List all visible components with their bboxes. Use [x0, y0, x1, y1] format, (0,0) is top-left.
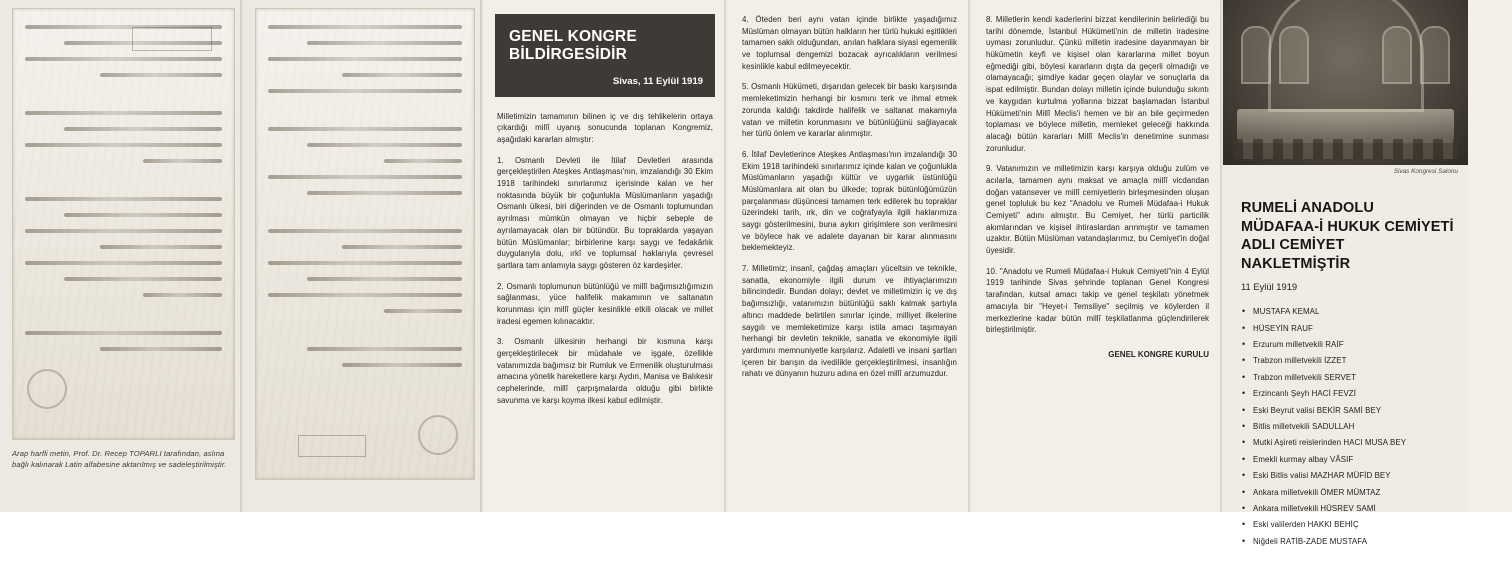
list-item: • Bitlis milletvekili SADULLAH — [1241, 423, 1454, 439]
photo-window — [1420, 26, 1450, 84]
facsimile-caption: Arap harfli metin, Prof. Dr. Recep TOPARLI tarafından, aslına bağlı kalınarak Latin alfabesine aktarılmış ve sadeleştirilmiştir. — [12, 449, 227, 469]
manuscript-stamp — [27, 369, 67, 409]
declaration-body-2 — [742, 14, 957, 380]
article-2: 2. Osmanlı toplumunun bütünlüğü ve millî bağımsızlığımızın sağlanması, yüce halifelik makamının ve saltanatın korunması için millî güçler kesinlikle etkili olacak ve millet iradesi egemen kılınacaktır. — [497, 281, 713, 326]
photo-window — [1241, 26, 1271, 84]
article-6: 6. İtilaf Devletlerince Ateşkes Antlaşması'nın imzalandığı 30 Ekim 1918 tarihindeki sınırlarımız içinde kalan ve çoğunlukla Müslümanların yaşadığı kültür ve uygarlık üstünlüğü Müslümanlara ait olan bu ülkede; toprak bütünlüğümüzün parçalanması düşüncesi tamamen terk edilerek bu topraklar üzerindeki tarih, ırk, din ve coğrafyayla ilgili haklarımıza saygı gösterilmesini, buna aykırı girişimlere son verilmesini ve böylece hak ve adalete dayanan bir karar alınmasını beklemekteyiz. — [742, 149, 957, 253]
fold-line — [1220, 0, 1223, 512]
title-block — [495, 14, 715, 97]
list-item: • HÜSEYİN RAUF — [1241, 325, 1454, 341]
page-title: GENEL KONGRE BİLDİRGESİDİR — [509, 28, 637, 63]
title-subtitle: Sivas, 11 Eylül 1919 — [612, 75, 703, 87]
fold-line — [480, 0, 483, 512]
manuscript-panel-left — [0, 0, 243, 512]
list-item: • Mutki Aşireti reislerinden HACI MUSA BEY — [1241, 439, 1454, 455]
photo-window — [1382, 26, 1412, 84]
list-item: • Ankara milletvekili ÖMER MÜMTAZ — [1241, 489, 1454, 505]
list-item: • Emekli kurmay albay VÂSIF — [1241, 456, 1454, 472]
congress-hall-photo — [1223, 0, 1468, 165]
member-list — [1241, 308, 1454, 554]
manuscript-panel-right — [243, 0, 483, 512]
article-3: 3. Osmanlı ülkesinin herhangi bir kısmına karşı gerçekleştirilecek bir müdahale ve işgale, özellikle vatanımızda bağımsız bir Rumluk ve Ermenilik oluşturulması amacına yönelik hareketlere karşı Aydın, Manisa ve Balıkesir cephelerinde, millî çarpışmalarda olduğu gibi birlikte savunma ve karşı koyma ilkesi kabul edilmiştir. — [497, 337, 713, 405]
declaration-panel-3 — [971, 0, 1223, 512]
list-item: • Trabzon milletvekili SERVET — [1241, 374, 1454, 390]
article-1: 1. Osmanlı Devleti ile İtilaf Devletleri arasında gerçekleştirilen Ateşkes Antlaşması'nın, imzalandığı 30 Ekim 1918 tarihindeki sınırlarımız içerisinde kalan ve her noktasında büyük bir çoğunlukla Müslümanların yaşadığı Osmanlı ülkesi, biri diğerinden ve de Osmanlı toplumundan ayrılması mümkün olmayan ve hiçbir sebeple de ayrılamayacak olan bir bütündür. Bu topraklarda yaşayan bütün Müslümanlar; birbirlerine karşı saygı ve fedakârlık duygularıyla dolu, ırkî ve toplumsal haklarıyla çevresel şartlara tam anlamıyla saygı gösteren öz kardeşirler. — [497, 155, 713, 270]
manuscript-stamp-2 — [418, 415, 458, 455]
manuscript-facsimile-image-2 — [255, 8, 475, 480]
list-item: • Trabzon milletvekili İZZET — [1241, 357, 1454, 373]
article-7: 7. Milletimiz; insanî, çağdaş amaçları yüceltsin ve teknikle, sanatla, ekonomiyle ilgili durum ve ihtiyaçlarımızın bilincindedir. Bundan dolayı; devlet ve milletimizin iç ve dış bağımsızlığı, vatanımızın bütünlüğü saklı kalmak şartıyla altıncı maddede belirtilen sınırlar içinde, milliyet ilkelerine saygılı ve memleketimize karşı istila amacı taşımayan herhangi bir devletin teknikle, sanatla ve ekonomiyle ilgili yardımını memnuniyetle karşılarız. Adaletli ve insani şartları içeren bir barışın da ivedilikle gerçekleştirilmesi, insanlığın rahatı ve dünyanın huzuru adına en özel millî arzumuzdur. — [742, 264, 957, 379]
photo-window — [1279, 26, 1309, 84]
manuscript-facsimile-image — [12, 8, 235, 440]
manuscript-signature-box — [298, 435, 366, 457]
photo-caption: Sivas Kongresi Salonu — [1393, 168, 1458, 175]
manuscript-script-lines-2 — [268, 25, 462, 467]
list-item: • Eski valilerden HAKKI BEHİÇ — [1241, 521, 1454, 537]
article-9: 9. Vatanımızın ve milletimizin karşı karşıya olduğu zulüm ve acılarla, tamamen aynı maksat ve amaçla millî vicdandan doğan vatansever ve millî cemiyetlerin birleşmesinden oluşan genel topluluk bu kez "Anadolu ve Rumeli Müdafaa-i Hukuk Cemiyeti" adını almıştır. Bu Cemiyet, her türlü particilik akımlarından ve kişisel ihtiraslardan arınmıştır ve tamamen uzaktır. Bütün Müslüman vatandaşlarımız, bu Cemiyet'in doğal üyesidir. — [986, 164, 1209, 256]
article-4: 4. Öteden beri aynı vatan içinde birlikte yaşadığımız Müslüman olmayan bütün halkların her türlü hukuki eşitlikleri tamamen saklı olduğundan, anılan halklara siyasi egemenlik ve toplumsal dengemizi bozacak ayrıcalıkların verilmesi kesinlikle kabul edilmeyecektir. — [742, 15, 957, 71]
signature-line: GENEL KONGRE KURULU — [1108, 349, 1209, 359]
article-8: 8. Milletlerin kendi kaderlerini bizzat kendilerinin belirlediği bu tarihi dönemde, İstanbul Hükümeti'nin de milletin iradesine uyması zorunludur. Çünkü milletin iradesine dayanmayan bir hükümetin keyfi ve kişisel olan kararlarına millet boyun eğmediği gibi, böylesi kararların dışta da geçerli olmadığı ve olamayacağı; şimdiye kadar geçen olaylar ve sonuçlarla da ispat edilmiştir. Bundan dolayı milletin içinde bulunduğu sıkıntı ve kaygıdan kurtulma yollarına bizzat başlamadan İstanbul Hükümeti'nin Millî Meclis'i hemen ve bir an bile geçirmeden toplaması ve böylece milletin, memleket geleceği hakkında alacağı bütün kararları Millî Meclis'in denetimine sunması zorunludur. — [986, 15, 1209, 153]
list-item: • Eski Beyrut valisi BEKİR SAMİ BEY — [1241, 407, 1454, 423]
list-item: • Erzincanlı Şeyh HACİ FEVZİ — [1241, 390, 1454, 406]
society-title: RUMELİ ANADOLU MÜDAFAA-İ HUKUK CEMİYETİ ADLI CEMİYET NAKLETMİŞTİR — [1241, 200, 1454, 272]
manuscript-seal-box — [132, 27, 212, 51]
fold-line — [724, 0, 727, 512]
intro-paragraph: Milletimizin tamamının bilinen iç ve dış tehlikelerin ortaya çıkardığı millî uyanış sonucunda toplanan Kongremiz, aşağıdaki kararları almıştır: — [497, 111, 713, 144]
list-item: • MUSTAFA KEMAL — [1241, 308, 1454, 324]
society-date: 11 Eylül 1919 — [1241, 281, 1298, 293]
list-item: • Ankara milletvekili HÜSREV SAMİ — [1241, 505, 1454, 521]
photo-chairs — [1233, 139, 1458, 159]
list-item: • Erzurum milletvekili RAİF — [1241, 341, 1454, 357]
fold-line — [240, 0, 243, 512]
declaration-body-1 — [497, 111, 713, 407]
declaration-body-3 — [986, 14, 1209, 336]
article-10: 10. "Anadolu ve Rumeli Müdafaa-i Hukuk Cemiyeti"nin 4 Eylül 1919 tarihinde Sivas şehrinde toplanan Genel Kongresi tarafından, kutsal amacı takip ve genel teşkilatı yönetmek amacıyla bir "Heyet-i Temsiliye" seçilmiş ve köylerden il merkezlerine kadar bütün millî teşkilatlanma güçlendirilerek birleştirilmiştir. — [986, 266, 1209, 335]
members-panel — [1223, 0, 1468, 546]
fold-line — [968, 0, 971, 512]
list-item: • Eski Bitlis valisi MAZHAR MÜFİD BEY — [1241, 472, 1454, 488]
list-item: • Niğdeli RATİB-ZADE MUSTAFA — [1241, 538, 1454, 554]
manuscript-script-lines — [25, 25, 222, 427]
article-5: 5. Osmanlı Hükümeti, dışarıdan gelecek bir baskı karşısında memleketimizin herhangi bir kısmını terk ve ihmal etmek zorunda kaldığı takdirde halifelik ve saltanat makamıyla vatan ve milletin korunmasını ve bütünlüğünü sağlayacak her türlü önlem ve kararlar alınmıştır. — [742, 82, 957, 139]
declaration-title-panel — [483, 0, 727, 512]
photo-table — [1237, 109, 1454, 143]
declaration-panel-2 — [727, 0, 971, 512]
